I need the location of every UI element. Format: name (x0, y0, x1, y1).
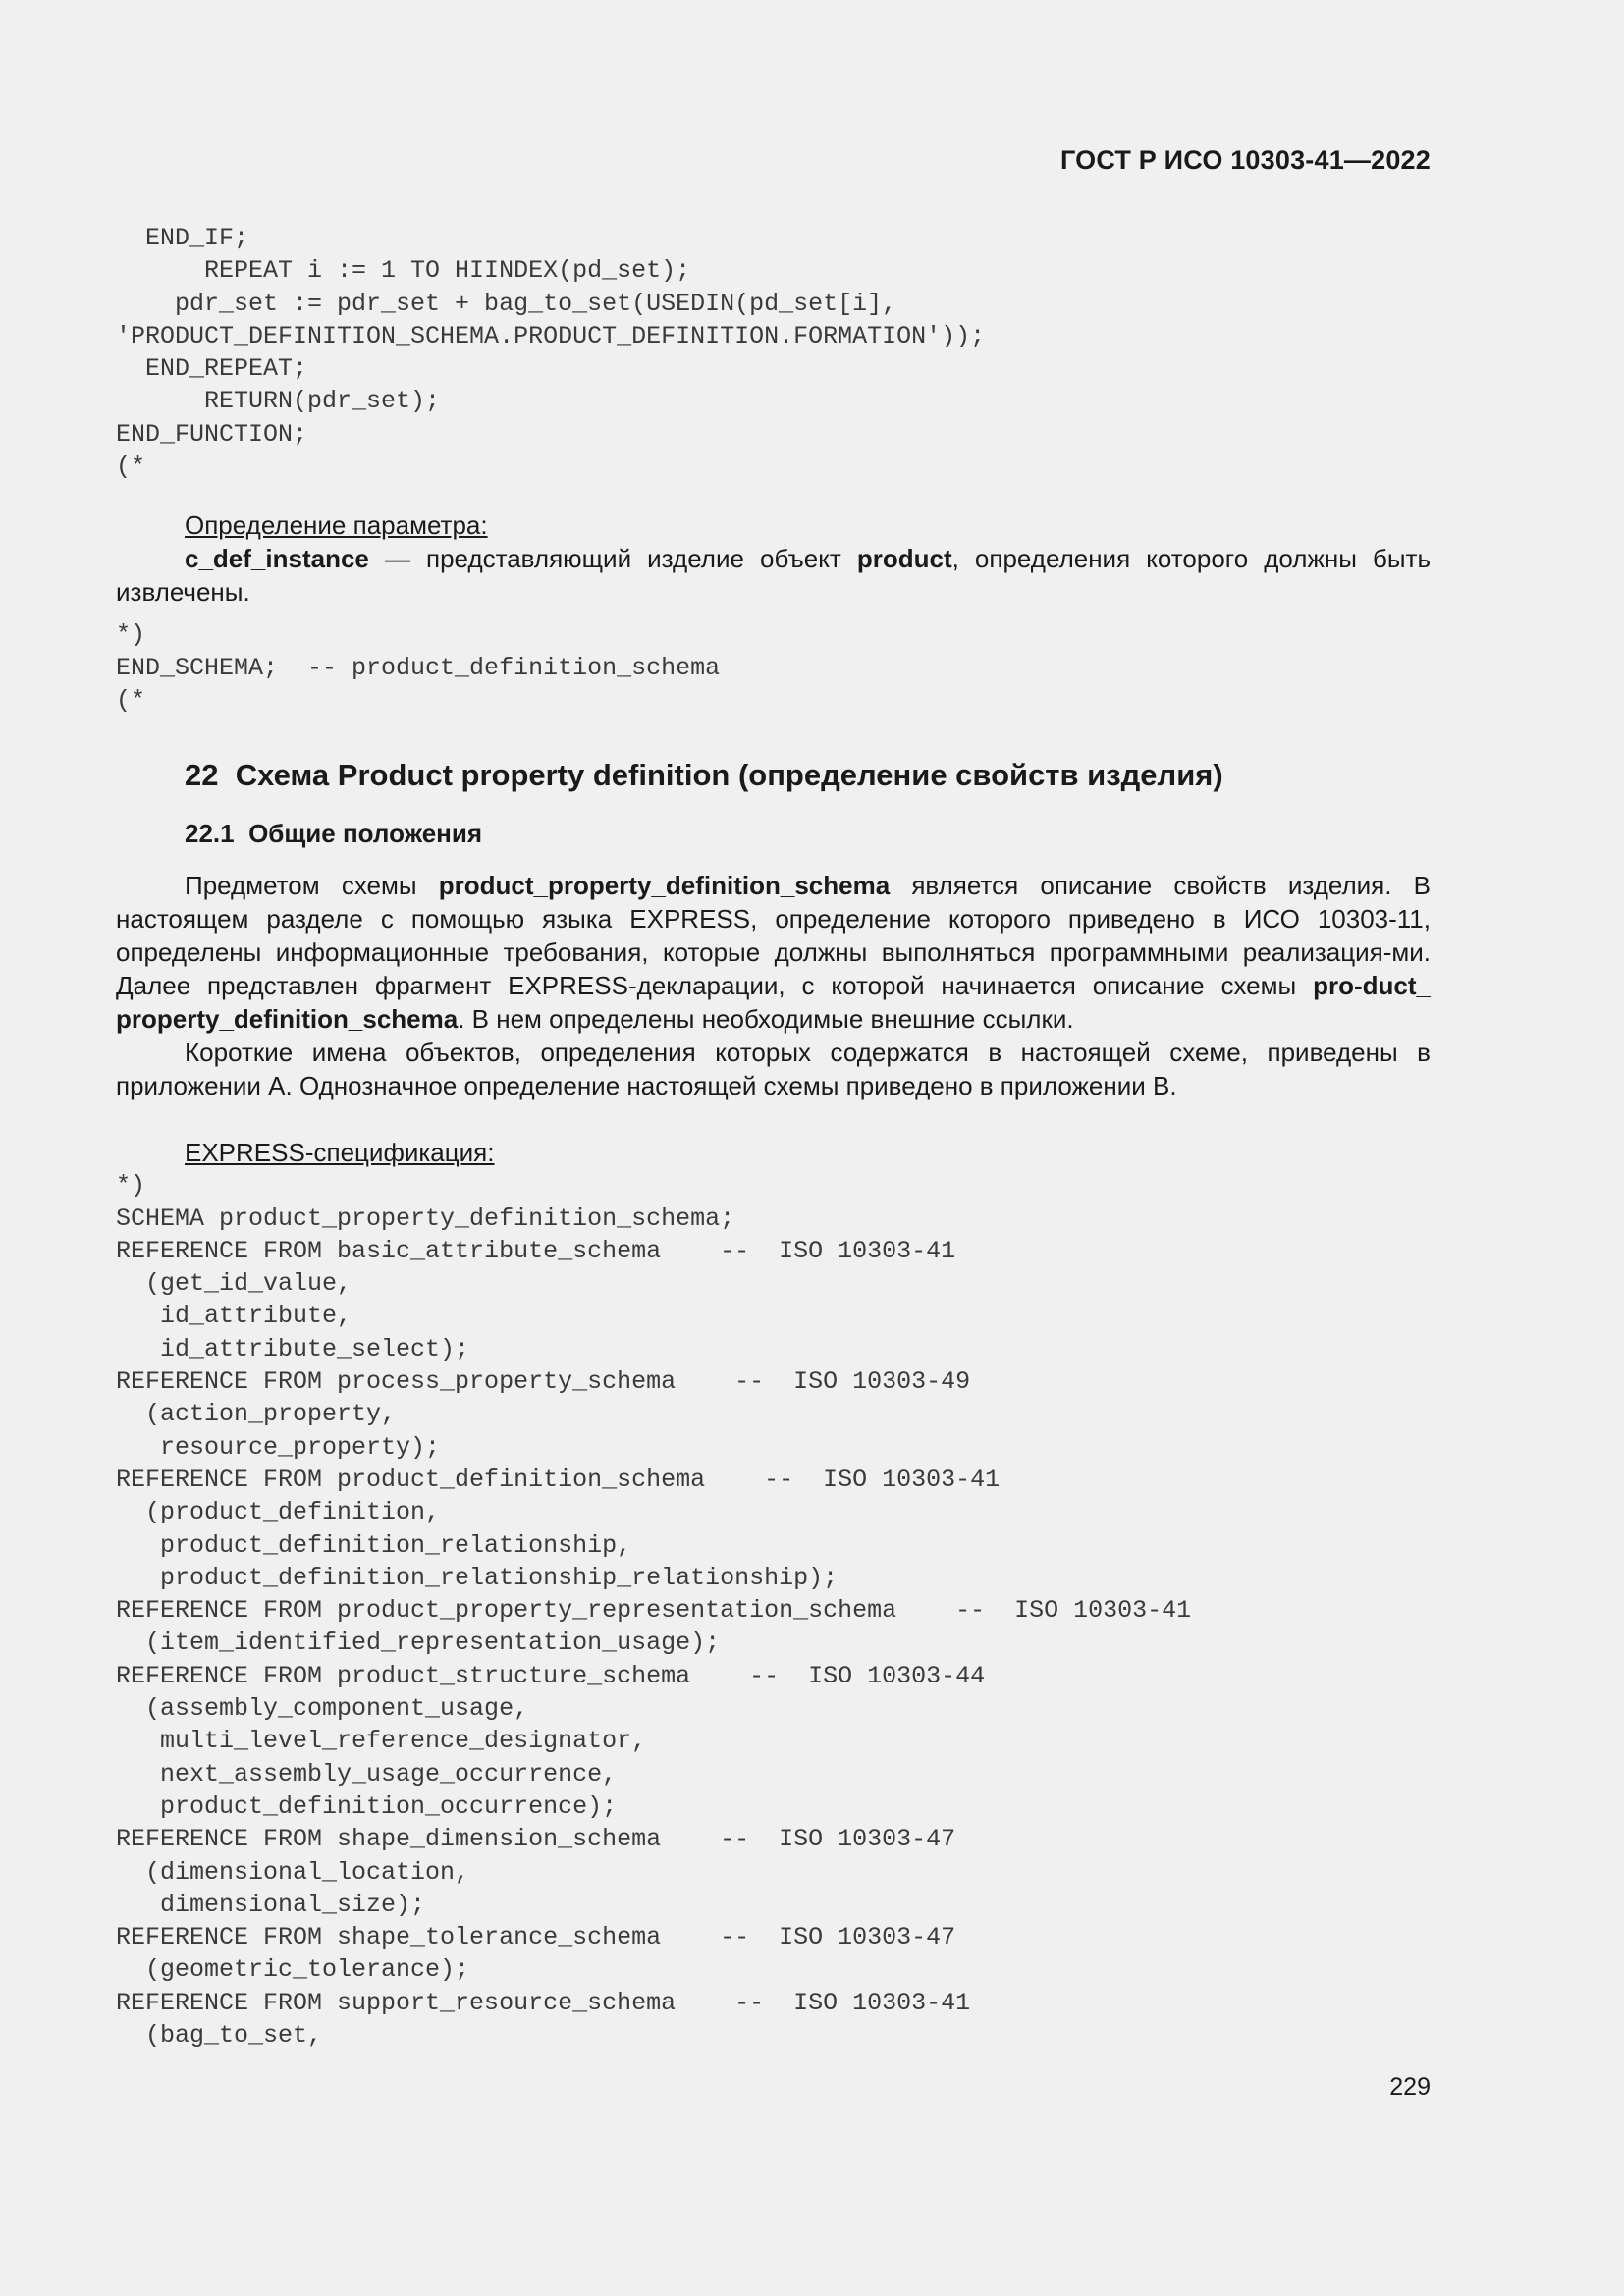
intro-part-2: является описание свойств изделия. В настоящем разделе с помощью языка EXPRESS, определение которого приведено в ИСО 10303-11, определены информационные требования, которые должны выполняться программными реализация-ми. Далее представлен фрагмент EXPRESS-декларации, с которой начинается описание схемы (116, 871, 1431, 1001)
annex-paragraph: Короткие имена объектов, определения которых содержатся в настоящей схеме, приведены в приложении А. Однозначное определение настоящей схемы приведено в приложении В. (116, 1038, 1431, 1101)
section-number: 22 (185, 758, 219, 793)
document-code-header: ГОСТ Р ИСО 10303-41—2022 (1060, 145, 1431, 175)
subsection-title (116, 819, 1431, 849)
page-content (116, 222, 1431, 2052)
param-object-name: product (856, 544, 952, 574)
code-block-function-end: END_IF; REPEAT i := 1 TO HIINDEX(pd_set); pdr_set := pdr_set + bag_to_set(USEDIN(pd_set[i], 'PRODUCT_DEFINITION_SCHEMA.PRODUCT_DEFINITION.FORMATION')); END_REPEAT; RETURN(pdr_set); END_FUNCTION; (* (116, 224, 986, 482)
intro-schema-name: product_property_definition_schema (438, 871, 891, 901)
param-definition-heading (116, 508, 1431, 542)
section-title-text: Схема Product property definition (определение свойств изделия) (235, 758, 1223, 793)
intro-schema-name-2: pro-duct_ property_definition_schema (116, 971, 1431, 1035)
express-spec-heading-text: EXPRESS-спецификация: (185, 1138, 495, 1168)
intro-part-3: . В нем определены необходимые внешние ссылки. (458, 1004, 1074, 1035)
param-definition-body (116, 542, 1431, 609)
param-text-2: , определения которого должны быть извлечены. (116, 544, 1431, 608)
section-title (116, 758, 1431, 793)
code-block-schema-end: *) END_SCHEMA; -- product_definition_schema (* (116, 620, 721, 715)
page-number: 229 (1389, 2073, 1431, 2101)
param-text-1: — представляющий изделие объект (368, 544, 857, 574)
param-name: c_def_instance (185, 544, 369, 574)
subsection-number: 22.1 (185, 819, 235, 849)
express-spec-heading (116, 1136, 1431, 1169)
code-block-express-schema: *) SCHEMA product_property_definition_schema; REFERENCE FROM basic_attribute_schema -- ISO 10303-41 (get_id_value, id_attribute, id_attribute_select); REFERENCE FROM process_property_schema -- ISO 10303-49 (action_property, resource_property); REFERENCE FROM product_definition_schema -- ISO 10303-41 (product_definition, product_definition_relationship, product_definition_relationship_relationship); REFERENCE FROM product_property_representation_schema -- ISO 10303-41 (item_identified_representation_usage); REFERENCE FROM product_structure_schema -- ISO 10303-44 (assembly_component_usage, multi_level_reference_designator, next_assembly_usage_occurrence, product_definition_occurrence); REFERENCE FROM shape_dimension_schema -- ISO 10303-47 (dimensional_location, dimensional_size); REFERENCE FROM shape_tolerance_schema -- ISO 10303-47 (geometric_tolerance); REFERENCE FROM support_resource_schema -- ISO 10303-41 (bag_to_set, (116, 1171, 1192, 2050)
param-heading-text: Определение параметра: (185, 510, 488, 541)
intro-paragraph (116, 869, 1431, 1036)
intro-part-1: Предметом схемы (185, 871, 439, 901)
subsection-title-text: Общие положения (248, 819, 483, 849)
